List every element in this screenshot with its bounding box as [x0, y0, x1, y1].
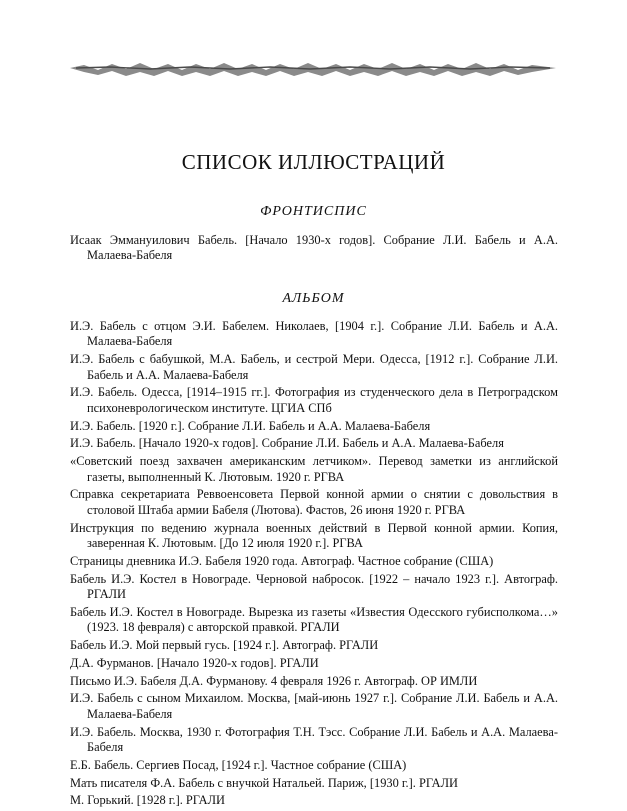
- album-heading: АЛЬБОМ: [282, 291, 345, 306]
- list-item: И.Э. Бабель с бабушкой, М.А. Бабель, и сестрой Мери. Одесса, [1912 г.]. Собрание Л.И. Бабель и А.А. Малаева-Бабеля: [70, 352, 558, 382]
- list-item: И.Э. Бабель. [Начало 1920-х годов]. Собрание Л.И. Бабель и А.А. Малаева-Бабеля: [70, 436, 504, 451]
- page-title: СПИСОК ИЛЛЮСТРАЦИЙ: [181, 150, 446, 174]
- list-item: Мать писателя Ф.А. Бабель с внучкой Натальей. Париж, [1930 г.]. РГАЛИ: [70, 775, 458, 790]
- list-item: И.Э. Бабель. Москва, 1930 г. Фотография Т.Н. Тэсс. Собрание Л.И. Бабель и А.А. Малаева-Бабеля: [70, 724, 558, 755]
- list-item: Бабель И.Э. Костел в Новограде. Вырезка из газеты «Известия Одесского губисполкома…» (1923. 18 февраля) с авторской правкой. РГАЛИ: [70, 604, 558, 635]
- list-item: Е.Б. Бабель. Сергиев Посад, [1924 г.]. Частное собрание (США): [70, 757, 407, 772]
- frontispiece-list: [70, 233, 558, 266]
- list-item: Письмо И.Э. Бабеля Д.А. Фурманову. 4 февраля 1926 г. Автограф. ОР ИМЛИ: [70, 673, 478, 688]
- list-item: Бабель И.Э. Костел в Новограде. Черновой набросок. [1922 – начало 1923 г.]. Автограф. РГАЛИ: [70, 571, 558, 602]
- list-item: Д.А. Фурманов. [Начало 1920-х годов]. РГАЛИ: [70, 655, 319, 670]
- list-item: М. Горький. [1928 г.]. РГАЛИ: [70, 793, 225, 808]
- decorative-wave-ornament: [70, 56, 556, 82]
- list-item: Страницы дневника И.Э. Бабеля 1920 года. Автограф. Частное собрание (США): [70, 553, 494, 568]
- list-item: И.Э. Бабель. Одесса, [1914–1915 гг.]. Фотография из студенческого дела в Петроградском психоневрологическом институте. ЦГИА СПб: [70, 385, 558, 415]
- list-item: И.Э. Бабель с сыном Михаилом. Москва, [май-июнь 1927 г.]. Собрание Л.И. Бабель и А.А. Малаева-Бабеля: [70, 691, 558, 721]
- list-item: Бабель И.Э. Мой первый гусь. [1924 г.]. Автограф. РГАЛИ: [70, 638, 379, 653]
- list-item: Справка секретариата Реввоенсовета Первой конной армии о снятии с довольствия в столовой Штаба армии Бабеля (Лютова). Фастов, 26 июня 1920 г. РГВА: [70, 487, 558, 517]
- list-item: И.Э. Бабель. [1920 г.]. Собрание Л.И. Бабель и А.А. Малаева-Бабеля: [70, 418, 431, 433]
- list-item: Исаак Эммануилович Бабель. [Начало 1930-х годов]. Собрание Л.И. Бабель и А.А. Малаева-Бабеля: [70, 233, 558, 263]
- list-item: Инструкция по ведению журнала военных действий в Первой конной армии. Копия, заверенная К. Лютовым. [До 12 июля 1920 г.]. РГВА: [70, 520, 558, 551]
- list-item: «Советский поезд захвачен американским летчиком». Перевод заметки из английской газеты, выполненный К. Лютовым. 1920 г. РГВА: [70, 454, 558, 484]
- album-list: [70, 319, 558, 811]
- list-item: И.Э. Бабель с отцом Э.И. Бабелем. Николаев, [1904 г.]. Собрание Л.И. Бабель и А.А. Малаева-Бабеля: [70, 319, 558, 349]
- frontispiece-heading: ФРОНТИСПИС: [260, 204, 367, 219]
